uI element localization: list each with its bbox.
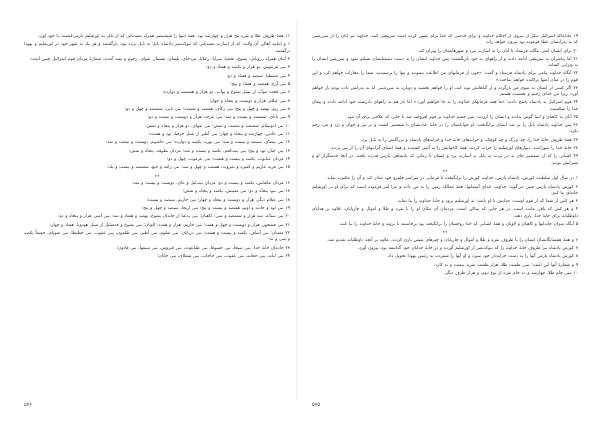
verse-paragraph: ۱۸ بنی عیلام دیگر، هزار و دویست و پنجاه و چهار؛ بنی حاریم، سیصد و بیست؛ — [146, 197, 290, 203]
verse-paragraph: ۵ آنگاه سران خاندانها و کاهنان و لاویان و همهٔ کسانی که خدا روحشان را برانگیخته بود برخاستند تا بروند و خانهٔ خداوند را بنا کنند. — [338, 221, 578, 227]
verse-paragraph: ۹ و شمارهٔ آنها این است: سی طشت طلا، هزار طشت نقره، بیست و نه کارد، — [433, 262, 578, 268]
left-page — [24, 34, 290, 390]
verse-paragraph: ۸ بنی زتو، نهصد و چهل و پنج؛ بنی زکای، هفتصد و شصت؛ بنی بانی، ششصد و چهل و دو؛ — [124, 106, 290, 112]
page-gutter — [296, 20, 297, 400]
right-page-number: ۵۷۵ — [312, 402, 321, 408]
verse-paragraph: ۲۵ آنان به کاهنان و انبیا گوش ندادند و ایشان را آزردند؛ پس خشم خداوند بر قوم افروخته شد تا جایی که علاجی برای آن نبود. — [346, 114, 578, 120]
right-page-text-block-b — [312, 176, 578, 228]
verse-paragraph: ۱۶ مردان مکماس، یکصد و بیست و دو؛ مردان بیت‌ئیل و عای، دویست و بیست و سه؛ — [132, 181, 290, 187]
verse-paragraph: ۲۶ پس خداوند پادشاه بابل را بر ضد ایشان برانگیخت. او جوانانشان را در خانهٔ عبادتشان با شمشیر کشت و بر پیر و جوان و زن و مرد رحم نکرد. — [312, 123, 578, 135]
verse-paragraph: ۲۸ خانهٔ خدا را سوزاندند، دیوارهای اورشلیم را خراب کردند، همهٔ کاخهایش را به آتش کشیدند و همهٔ اشیای گرانبهای آن را از بین بردند. — [329, 146, 578, 152]
verse-paragraph: ۲۰ برای ایشان امتی بیگانه فرستاد تا آنان را به اسارت ببرد و شهرهایشان را ویران کند. — [417, 48, 578, 54]
verse-paragraph: ۲۱ بنی فشحور، هزار و دویست و چهل و هفت؛ بنی حاریم، هزار و هفده؛ لاویان: بنی یشوع و قدمیئیل از نسل هودویا، هفتاد و چهار؛ — [49, 222, 290, 228]
verse-paragraph: ۱۳ بنی جبار، نود و پنج؛ بنی بیت‌لحم، یکصد و بیست و سه؛ مردان نطوفه، پنجاه و شش؛ — [128, 148, 290, 154]
verse-paragraph: ۷ کورش پادشاه نیز ظروف خانهٔ خداوند را که نبوکدنصر از اورشلیم آورده و در خانهٔ خدایان خود گذاشته بود، بیرون آورد. — [357, 246, 578, 252]
verse-paragraph: ۲۲ مغنیان: بنی آساف، یکصد و بیست و هشت؛ بنی دربانان: بنی شلوم، بنی آطیر، بنی طلمون، بنی عقوب، بنی حطیطا، بنی شوبای، جمیعاً یکصد و سی و نه؛ — [24, 231, 290, 243]
verse-paragraph: ۱ و اینانند اهالی آن ولایت که از اسارتِ تبعیدیانی که نبوکدنصر پادشاه بابل به بابل برده بود، بازگشتند و هر یک به شهر خود در اورشلیم و یهودا برگشتند. — [24, 42, 290, 54]
right-page-text-block-a — [312, 34, 578, 167]
verse-paragraph: ۹ بنی بابای، ششصد و بیست و سه؛ بنی عزجد، هزار و دویست و بیست و دو؛ — [147, 115, 290, 121]
verse-paragraph: ۵ بنی آرح، هفتصد و هفتاد و پنج؛ — [230, 81, 290, 87]
left-page-text-block-a — [24, 34, 290, 171]
verse-paragraph: ۲۷ همهٔ ظروف خانهٔ خدا را، چه بزرگ و چه کوچک، و خزانه‌های خانهٔ خدا و خزانه‌های پادشاه و بزرگانش را به بابل برد. — [360, 137, 578, 143]
verse-paragraph: ۸ کورش پادشاه پارس آنها را به دست خزانه‌دار خود سپرد و او آنها را شمرده، به رئیس یهودا تحویل داد. — [386, 254, 578, 260]
verse-paragraph: ۴ و هر کس که باقی مانده است، در هر جایی که ساکن است، مردمان آن مکان او را با نقره و طلا و اموال و چارپایان، علاوه بر هدایای داوطلبانه برای خانهٔ خدا، یاری دهند. — [312, 207, 578, 219]
section-separator: ٭٭ — [442, 230, 448, 236]
verse-paragraph: ۲۲ آنگاه خداوند پیامی برای پادشاه فرستاد و گفت: «چون از فرمانهای من اطاعت ننمودید و بتها را پرستیدید، شما را مجازات خواهم کرد و این قوم را در میان امتها پراکنده خواهم ساخت.» — [312, 71, 578, 83]
verse-paragraph: ۳ هر کس از شما که از قوم اوست، خدایش با او باشد؛ به اورشلیم برود و خانهٔ خداوند را بنا نماید. — [396, 199, 578, 205]
verse-paragraph: ۱۹ بنی لود و حادید و اونو، هفتصد و بیست و پنج؛ بنی اریحا، سیصد و چهل و پنج؛ — [141, 206, 290, 212]
verse-paragraph: ۲۴ قوم اسرائیل به پادشاه پاسخ دادند: «ما همه فرمانهای خداوند را به جا خواهیم آورد.» اما باز هم به راههای نادرست خود ادامه دادند و پیمان خدا را شکستند. — [312, 100, 578, 112]
verse-paragraph: ۲۳ اگر کسی از ایشان به سوی من بازگردد و از گناهانش توبه کند، او را خواهم بخشید و دوباره به سرزمینی که به پدرانش داده بودم باز خواهم آورد؛ زیرا من خدای رحیم و بخشنده هستم. — [312, 85, 578, 97]
section-separator: ٭٭ — [442, 168, 448, 174]
verse-paragraph: ۱۷ بنی نبو، پنجاه و دو؛ بنی مغبیش، یکصد و پنجاه و شش؛ — [182, 189, 290, 195]
verse-paragraph: ۶ و همهٔ همسایگانشان ایشان را با ظروف نقره و طلا و اموال و چارپایان و چیزهای نفیس یاری کردند، علاوه بر آنچه داوطلبانه تقدیم شد. — [326, 237, 578, 243]
verse-paragraph: ۲۹ کسانی را که از شمشیر جان به در بردند به بابل به اسارت برد و ایشان تا زمانی که پادشاهی پارس قدرت یافت، در آنجا خدمتگزار او و پسرانش بودند. — [312, 154, 578, 166]
verse-paragraph: ۴ بنی شفطیا، سیصد و هفتاد و دو؛ — [226, 73, 290, 79]
verse-paragraph: ۱۱ همهٔ ظروف طلا و نقره پنج هزار و چهارصد بود. همهٔ اینها را شیشبصر همراه تبعیدیانی که از بابل به اورشلیم بازمی‌گشتند، با خود آورد. — [37, 34, 290, 39]
verse-paragraph: ۲ اینان همراه زروبابل، یشوع، نحمیا، سرایا، رعلایا، مردخای، بلشان، مسفار، بغوای، رحوم و بعنه آمدند. شمارهٔ مردان قوم اسرائیل چنین است: — [29, 56, 290, 62]
verse-paragraph: ۱۰ سی جام طلا، چهارصد و ده جام نقره از نوع دوم، و هزار ظرف دیگر. — [444, 271, 578, 277]
verse-paragraph: ۱۵ بنی قریه عاریم و کفیره و بئیروت، هفتصد و چهل و سه؛ بنی رامه و جبع، ششصد و بیست و یک؛ — [107, 165, 290, 171]
left-page-text-block-b — [24, 181, 290, 260]
verse-paragraph: ۲۱ اما پیامبران به سرپیچی ادامه دادند و از راههای بد خود بازنگشتند؛ پس خداوند ایشان را به دست دشمنانشان تسلیم نمود و سرزمین ایشان را به ویرانی کشاند. — [312, 56, 578, 68]
verse-paragraph: ۲۰ بنی سنائه، سه هزار و ششصد و سی؛ کاهنان: بنی یدعیا از خاندان یشوع، نهصد و هفتاد و سه؛ بنی امیر، هزار و پنجاه و دو؛ — [58, 214, 290, 220]
verse-paragraph: ۲۳ خادمان خانهٔ خدا: بنی صیحا، بنی حسوفا، بنی طباعوت، بنی قیروس، بنی سیعها، بنی فادون؛ — [116, 245, 290, 251]
verse-paragraph: ۶ بنی فحت موآب از نسل یشوع و یوآب، دو هزار و هشتصد و دوازده؛ — [162, 90, 290, 96]
section-separator: ٭٭ — [154, 173, 160, 179]
verse-paragraph: ۳ بنی فرعوش، دو هزار و یکصد و هفتاد و دو؛ — [206, 65, 290, 71]
verse-paragraph: ۱۱ بنی عادین، چهارصد و پنجاه و چهار؛ بنی آطیر از نسل حزقیا، نود و هشت؛ — [148, 131, 290, 137]
right-page-text-block-c — [312, 238, 578, 278]
left-page-number: ۵۷۶ — [24, 402, 33, 408]
verse-paragraph: ۲۴ بنی لبانه، بنی حجابه، بنی عقوب، بنی حاجاب، بنی شملای، بنی حانان؛ — [157, 253, 290, 259]
verse-paragraph: ۱۴ مردان عناتوت، یکصد و بیست و هشت؛ بنی عزموت، چهل و دو؛ — [167, 156, 290, 162]
right-page — [312, 34, 578, 390]
verse-paragraph: ۱ در سال اول سلطنت کورش، پادشاه پارس، خداوند کورش را برانگیخت تا فرمانی در سراسر قلمرو خود صادر کند و آن را مکتوب نماید. — [326, 176, 578, 182]
verse-paragraph: ۷ بنی عیلام، هزار و دویست و پنجاه و چهار؛ — [209, 98, 290, 104]
verse-paragraph: ۲ کورش پادشاه پارس چنین می‌گوید: خداوند، خدای آسمانها، همهٔ ممالک زمین را به من داده و مرا امر فرموده است که برای او در اورشلیم خانه‌ای بنا کنم. — [312, 184, 578, 196]
verse-paragraph: ۱۰ بنی ادونیقام، ششصد و شصت و شش؛ بنی بغوای، دو هزار و پنجاه و شش؛ — [145, 123, 290, 129]
verse-paragraph: ۱۹ ماداماکه اسرائیل دیگر از پیروی از احکام خداوند و برای خدمتی که خدا برای تعیین کرده است سرپیچی کنند، خداوند نیز آنان را از سرزمینی که به پدرانشان عطا فرموده بود بیرون خواهد راند. — [312, 34, 578, 46]
verse-paragraph: ۱۲ بنی بیصای، سیصد و بیست و سه؛ بنی یوره، یکصد و دوازده؛ بنی حاشوم، دویست و بیست و سه؛ — [105, 140, 290, 146]
